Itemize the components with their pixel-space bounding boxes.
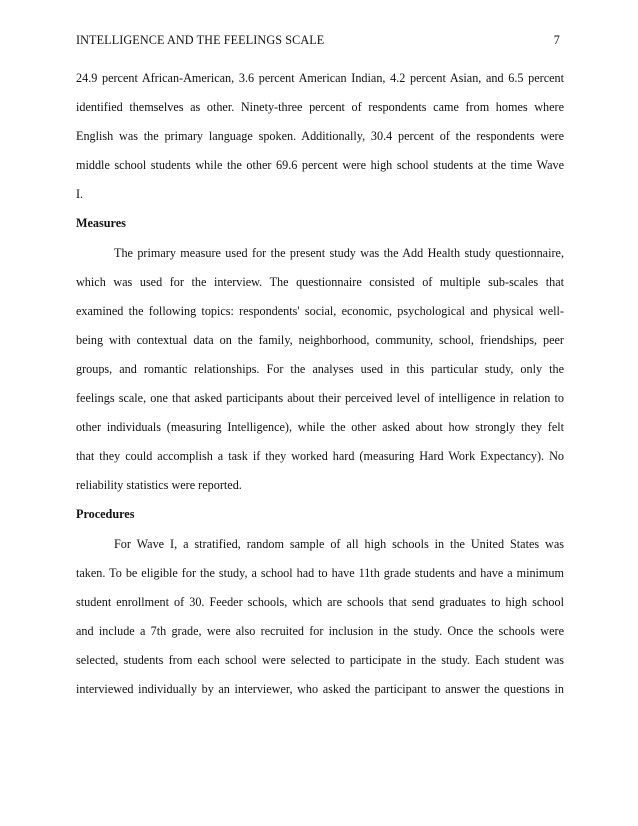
page-number: 7 [553, 33, 560, 47]
text-line: which was used for the interview. The questionnaire consisted of multiple sub-scales that [76, 274, 564, 289]
text-line: For Wave I, a stratified, random sample of all high schools in the United States was [114, 536, 564, 551]
paragraph [76, 68, 564, 213]
text-line: other individuals (measuring Intelligence), while the other asked about how strongly they felt [76, 420, 564, 435]
section-heading: Measures [76, 216, 126, 231]
section-heading: Procedures [76, 507, 135, 522]
text-line: groups, and romantic relationships. For the analyses used in this particular study, only the [76, 361, 564, 376]
text-line: student enrollment of 30. Feeder schools, which are schools that send graduates to high school [76, 594, 564, 609]
text-line: reliability statistics were reported. [76, 478, 242, 493]
running-head-title: INTELLIGENCE AND THE FEELINGS SCALE [76, 33, 325, 47]
text-line: I. [76, 187, 84, 202]
text-line: and include a 7th grade, were also recruited for inclusion in the study. Once the schools were [76, 623, 564, 638]
text-line: taken. To be eligible for the study, a school had to have 11th grade students and have a minimum [76, 565, 564, 580]
text-line: identified themselves as other. Ninety-three percent of respondents came from homes where [76, 100, 564, 115]
paragraph [76, 534, 564, 709]
text-line: The primary measure used for the present study was the Add Health study questionnaire, [114, 245, 564, 260]
text-line: 24.9 percent African-American, 3.6 percent American Indian, 4.2 percent Asian, and 6.5 percent [76, 71, 564, 85]
text-line: being with contextual data on the family, neighborhood, community, school, friendships, peer [76, 332, 564, 347]
text-line: middle school students while the other 69.6 percent were high school students at the time Wave [76, 158, 564, 173]
paragraph [76, 243, 564, 505]
body-text [76, 68, 564, 708]
text-line: that they could accomplish a task if they worked hard (measuring Hard Work Expectancy). No [76, 449, 564, 464]
text-line: interviewed individually by an interviewer, who asked the participant to answer the questions in [76, 681, 564, 696]
text-line: selected, students from each school were selected to participate in the study. Each student was [76, 652, 564, 667]
text-line: feelings scale, one that asked participants about their perceived level of intelligence in relation to [76, 391, 564, 406]
text-line: examined the following topics: respondents' social, economic, psychological and physical well- [76, 303, 564, 318]
text-line: English was the primary language spoken. Additionally, 30.4 percent of the respondents were [76, 129, 564, 144]
